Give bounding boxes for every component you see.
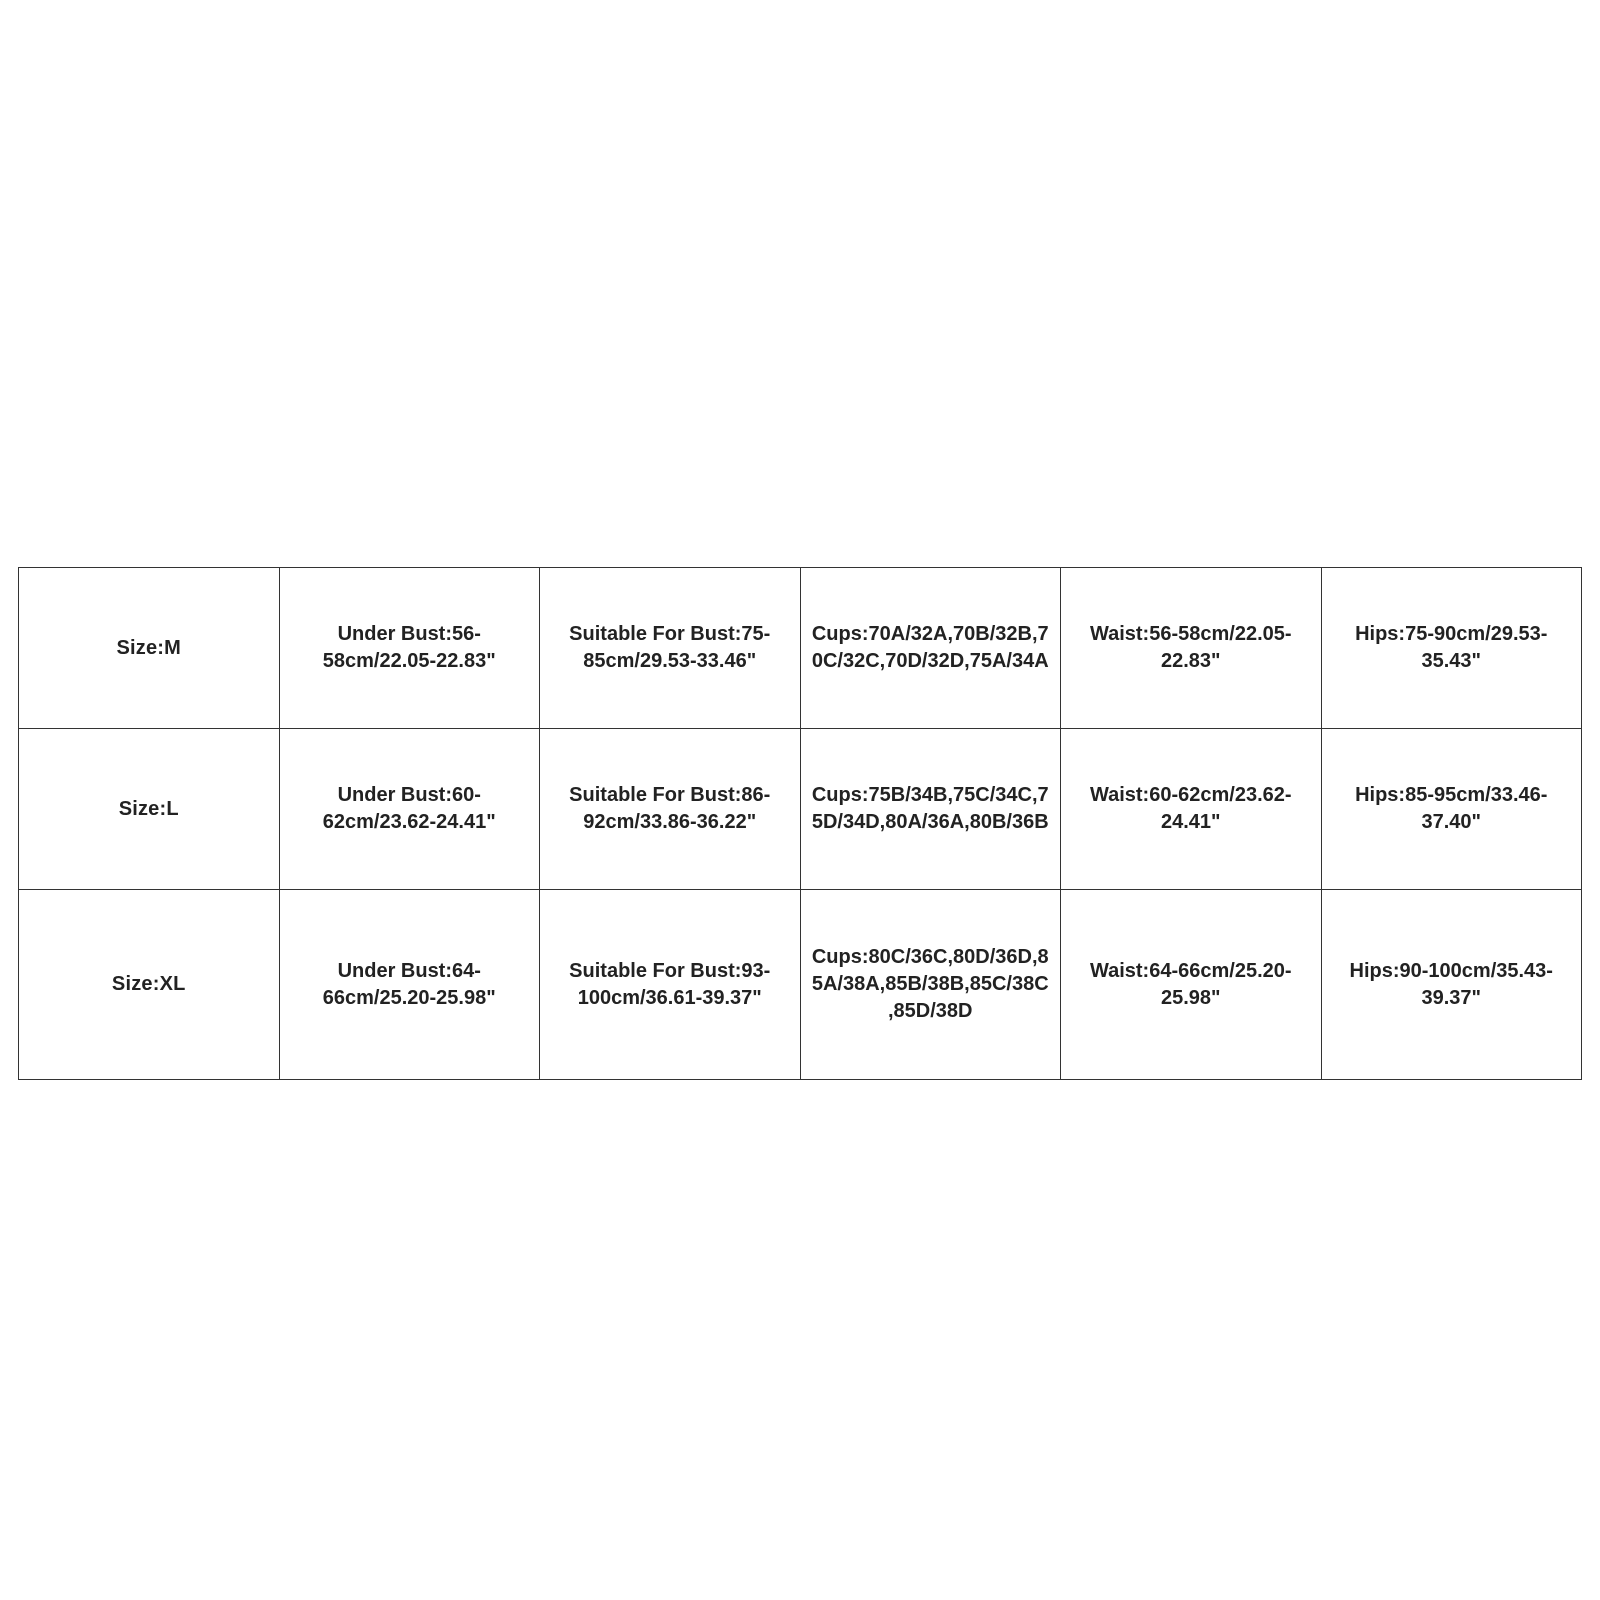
waist-cell	[1061, 568, 1322, 729]
suitable-bust-line-2: 100cm/36.61-39.37"	[577, 986, 762, 1009]
hips-line-1: Hips:90-100cm/35.43-	[1349, 959, 1553, 982]
waist-line-1: Waist:56-58cm/22.05-	[1089, 623, 1292, 645]
table-row-size-m	[19, 568, 1582, 729]
waist-line-2: 24.41"	[1160, 811, 1221, 833]
table-row-size-xl	[19, 890, 1582, 1080]
under-bust-line-1: Under Bust:60-	[337, 784, 481, 806]
under-bust-cell	[279, 890, 540, 1080]
waist-cell	[1061, 890, 1322, 1080]
waist-cell	[1061, 729, 1322, 890]
waist-line-2: 25.98"	[1160, 986, 1221, 1009]
cups-line-1: Cups:75B/34B,75C/34C,7	[811, 784, 1049, 806]
cups-cell	[800, 568, 1061, 729]
under-bust-line-1: Under Bust:64-	[337, 959, 481, 982]
waist-line-1: Waist:64-66cm/25.20-	[1089, 959, 1292, 982]
under-bust-cell	[279, 568, 540, 729]
under-bust-line-1: Under Bust:56-	[337, 623, 481, 645]
hips-cell	[1321, 890, 1582, 1080]
suitable-bust-line-1: Suitable For Bust:75-	[569, 623, 771, 645]
suitable-bust-cell	[540, 729, 801, 890]
hips-cell	[1321, 729, 1582, 890]
suitable-bust-cell	[540, 890, 801, 1080]
under-bust-cell	[279, 729, 540, 890]
cups-line-3: ,85D/38D	[888, 1000, 973, 1022]
cups-line-2: 0C/32C,70D/32D,75A/34A	[811, 650, 1049, 672]
cups-cell	[800, 890, 1061, 1080]
suitable-bust-cell	[540, 568, 801, 729]
suitable-bust-line-2: 85cm/29.53-33.46"	[583, 650, 757, 672]
hips-line-1: Hips:85-95cm/33.46-	[1355, 784, 1548, 806]
suitable-bust-line-2: 92cm/33.86-36.22"	[583, 811, 757, 833]
size-label: Size:L	[118, 797, 179, 820]
size-cell	[19, 729, 280, 890]
hips-line-2: 39.37"	[1421, 986, 1482, 1009]
cups-line-2: 5A/38A,85B/38B,85C/38C	[811, 973, 1049, 995]
cups-line-1: Cups:70A/32A,70B/32B,7	[811, 623, 1049, 645]
size-label: Size:XL	[111, 973, 186, 995]
cups-line-1: Cups:80C/36C,80D/36D,8	[811, 946, 1049, 968]
size-cell	[19, 890, 280, 1080]
hips-line-1: Hips:75-90cm/29.53-	[1355, 623, 1548, 645]
cups-line-2: 5D/34D,80A/36A,80B/36B	[811, 811, 1049, 833]
hips-line-2: 35.43"	[1421, 650, 1482, 672]
size-chart-table	[18, 567, 1582, 1080]
waist-line-1: Waist:60-62cm/23.62-	[1089, 784, 1292, 806]
hips-cell	[1321, 568, 1582, 729]
size-cell	[19, 568, 280, 729]
suitable-bust-line-1: Suitable For Bust:86-	[569, 784, 771, 806]
waist-line-2: 22.83"	[1160, 650, 1221, 672]
under-bust-line-2: 58cm/22.05-22.83"	[322, 650, 496, 672]
suitable-bust-line-1: Suitable For Bust:93-	[569, 959, 771, 982]
under-bust-line-2: 62cm/23.62-24.41"	[322, 811, 496, 833]
under-bust-line-2: 66cm/25.20-25.98"	[322, 986, 496, 1009]
size-label: Size:M	[116, 636, 182, 659]
cups-cell	[800, 729, 1061, 890]
hips-line-2: 37.40"	[1421, 811, 1482, 833]
table-row-size-l	[19, 729, 1582, 890]
